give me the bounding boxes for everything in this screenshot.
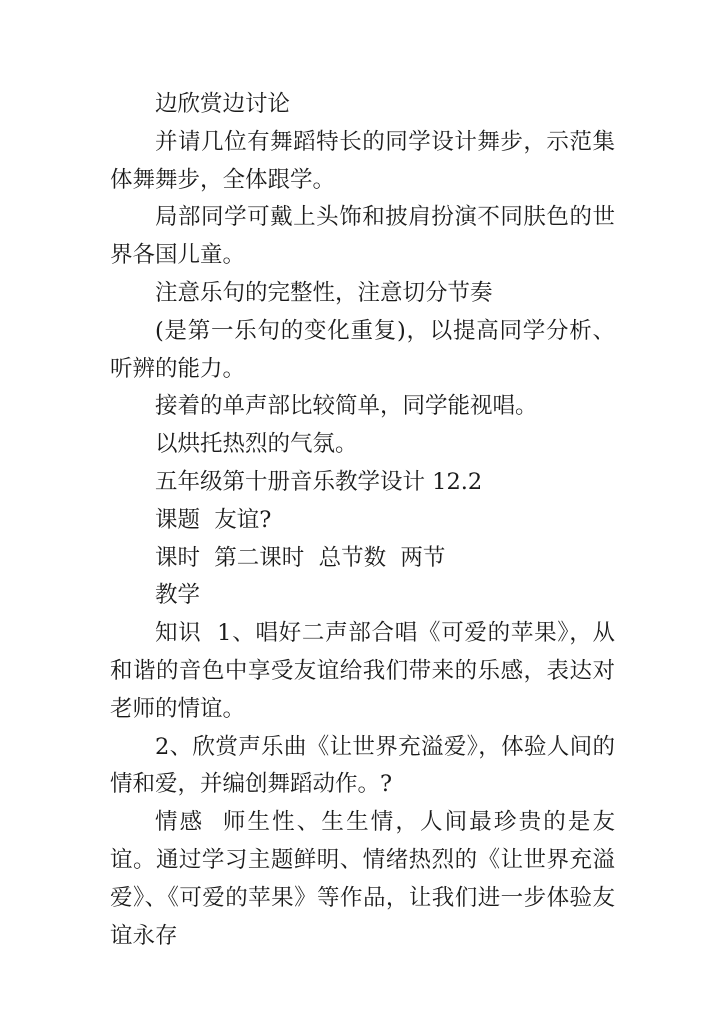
paragraph-12: 知识 1、唱好二声部合唱《可爱的苹果》，从和谐的音色中享受友谊给我们带来的乐感，表达对老师的情谊。 (110, 620, 615, 722)
paragraph-9: 课题 友谊? (155, 506, 272, 533)
paragraph-6: 接着的单声部比较简单，同学能视唱。 (155, 393, 538, 420)
paragraph-11: 教学 (155, 582, 201, 609)
paragraph-14: 情感 师生性、生生情，人间最珍贵的是友谊。通过学习主题鲜明、情绪热烈的《让世界充溢爱》、《可爱的苹果》等作品，让我们进一步体验友谊永存 (110, 809, 615, 949)
paragraph-3: 局部同学可戴上头饰和披肩扮演不同肤色的世界各国儿童。 (110, 204, 615, 269)
paragraph-8: 五年级第十册音乐教学设计 12.2 (155, 468, 483, 495)
paragraph-1: 边欣赏边讨论 (155, 91, 291, 117)
paragraph-10: 课时 第二课时 总节数 两节 (155, 544, 446, 571)
paragraph-13: 2、欣赏声乐曲《让世界充溢爱》，体验人间的情和爱，并编创舞蹈动作。? (110, 733, 615, 798)
paragraph-7: 以烘托热烈的气氛。 (155, 431, 358, 458)
document-body (110, 86, 615, 955)
paragraph-4: 注意乐句的完整性，注意切分节奏 (155, 279, 493, 306)
paragraph-2: 并请几位有舞蹈特长的同学设计舞步，示范集体舞舞步，全体跟学。 (110, 128, 615, 193)
paragraph-5: (是第一乐句的变化重复)，以提高同学分析、听辨的能力。 (110, 317, 615, 382)
